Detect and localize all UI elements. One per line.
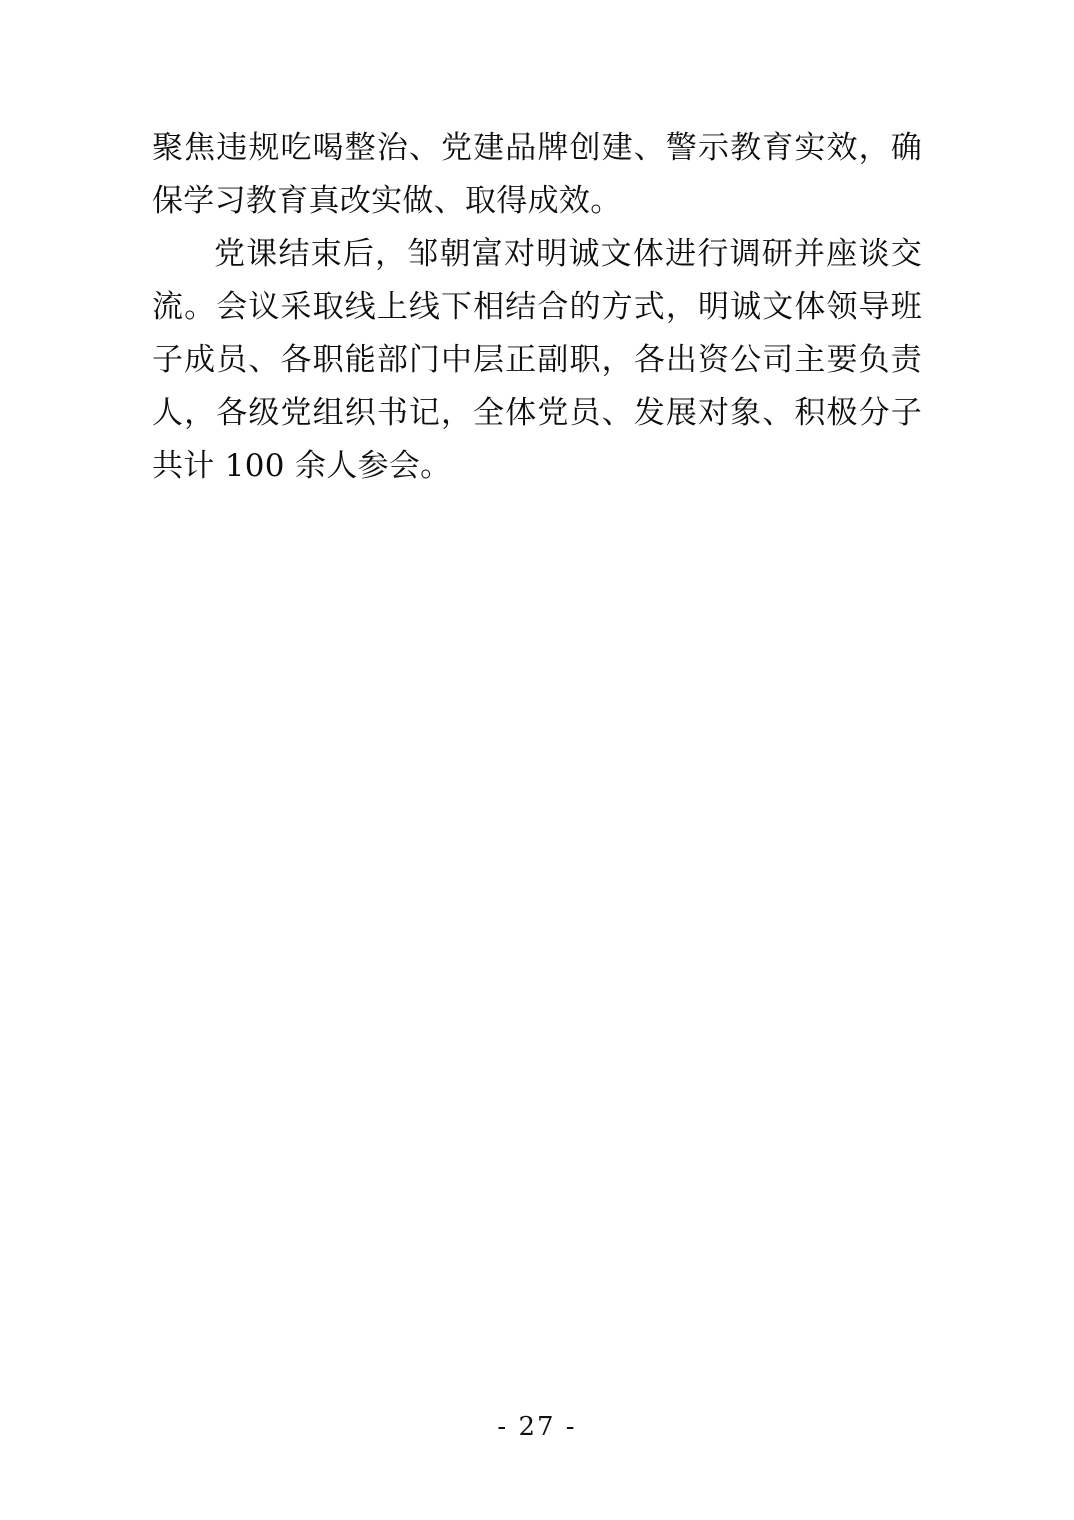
page-number: - 27 - — [497, 1412, 577, 1442]
document-body — [152, 122, 922, 493]
paragraph-research: 党课结束后，邹朝富对明诚文体进行调研并座谈交流。会议采取线上线下相结合的方式，明诚文体领导班子成员、各职能部门中层正副职，各出资公司主要负责人，各级党组织书记，全体党员、发展对象、积极分子共计 100 余人参会。 — [152, 236, 922, 484]
paragraph-continued: 聚焦违规吃喝整治、党建品牌创建、警示教育实效，确保学习教育真改实做、取得成效。 — [152, 130, 922, 219]
